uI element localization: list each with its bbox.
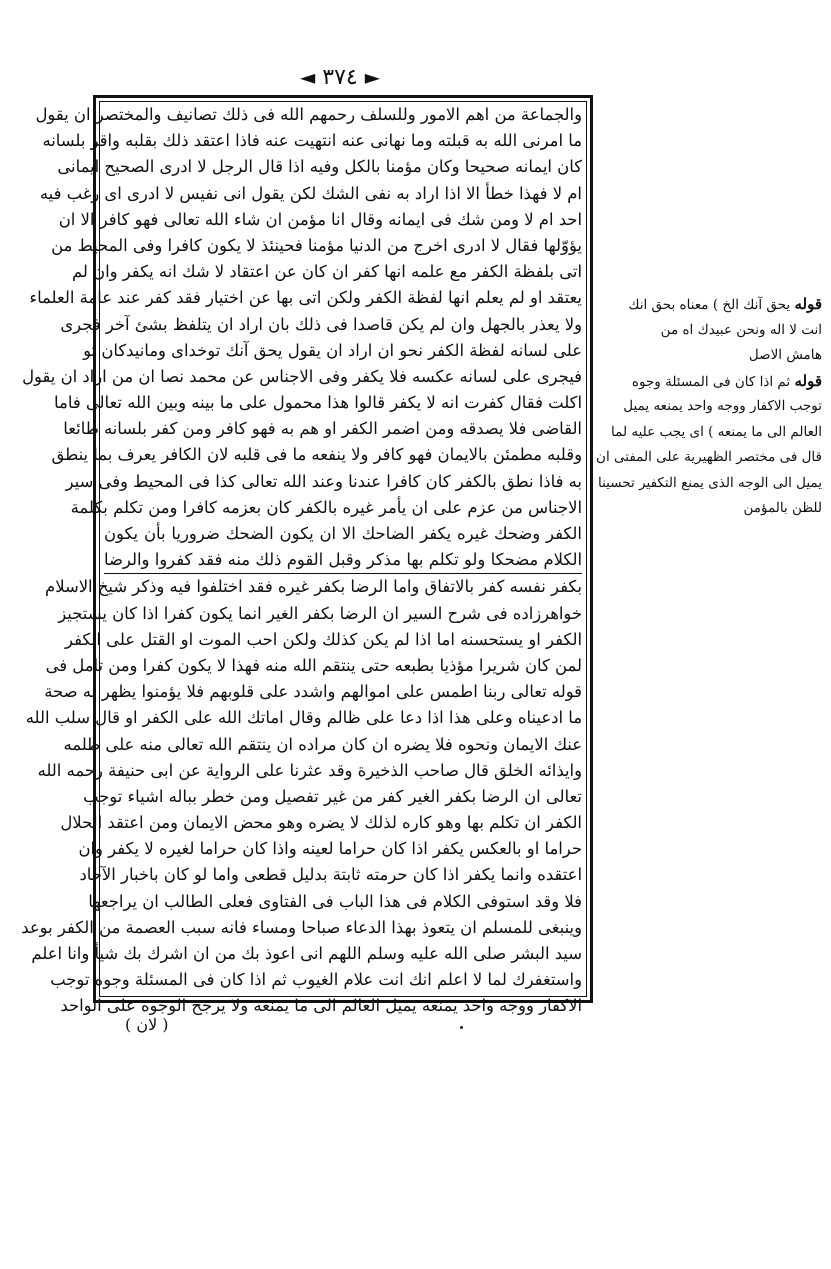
margin-note-1-text: يحق آنك الخ ) معناه بحق انك [628,297,795,313]
text-line: اعتقده وانما يكفر اذا كان حرمته ثابتة بدليل قطعى واما لو كان باخبار الآحاد [79,865,582,885]
left-ornament-icon: ◄ [299,65,316,89]
text-line: خواهرزاده فى شرح السير ان الرضا بكفر الغير انما يكون كفرا اذا كان يستجيز [58,603,582,623]
text-line: قوله تعالى ربنا اطمس على اموالهم واشدد على قلوبهم فلا يؤمنوا يظهر له صحة [44,682,582,702]
text-line: ام لا فهذا خطأ الا اذا اراد به نفى الشك لكن يقول انى نفيس لا ادرى اى رغب فيه [39,183,582,203]
margin-note-2-line-3: العالم الى ما يمنعه ) اى يجب عليه لما [611,423,822,440]
margin-notes [596,292,822,522]
text-line: على لسانه لفظة الكفر نحو ان اراد ان يقول يحق آنك توخداى ومانيدكان تو [83,340,582,360]
text-line: الكفر او يستحسنه اما اذا لم يكن كذلك ولكن احب الموت او القتل على الكفر [65,629,582,649]
margin-note-2-keyword: قوله [794,371,822,390]
catchword: ( لان ) [125,1015,169,1034]
text-line: عنك الايمان ونحوه فلا يضره ان كان مراده ان ينتقم الله تعالى منه على ظلمه [63,734,582,754]
text-line: يعتقد او لم يعلم انها لفظة الكفر ولكن اتى بها عن اختيار فقد كفر عند عامة العلماء [29,288,582,308]
text-line: الكلام مضحكا ولو تكلم بها مذكر وقبل القوم ذلك منه فقد كفروا والرضا [104,547,582,574]
text-line: الكفر ان تكلم بها وهو كاره لذلك لا يضره وهو محض الايمان ومن اعتقد الحلال [60,813,582,833]
margin-note-1-line-3: هامش الاصل [748,347,822,363]
margin-note-2-line-2: توجب الاكفار ووجه واحد يمنعه يميل [623,398,822,414]
margin-note-1-keyword: قوله [794,295,822,313]
text-line: اكلت فقال كفرت انه لا يكفر قالوا هذا محمول على ما بينه وبين الله تعالى فاما [54,393,582,413]
text-line: ما ادعيناه وعلى هذا اذا دعا على ظالم وقال اماتك الله على الكفر او قال سلب الله [25,708,582,728]
margin-note-2-text: ثم اذا كان فى المسئلة وجوه [631,373,795,390]
page-number [285,60,395,94]
margin-note-1-line-1 [600,292,822,318]
page-number-value: ٣٧٤ [322,65,358,90]
text-line: سيد البشر صلى الله عليه وسلم اللهم انى اعوذ بك من ان اشرك بك شيأ وانا اعلم [31,944,582,963]
margin-note-2-line-4: قال فى مختصر الظهيرية على المفتى ان [596,449,822,465]
text-line: وينبغى للمسلم ان يتعوذ بهذا الدعاء صباحا ومساء فانه سبب العصمة من الكفر بوعد [21,917,582,937]
text-line: به فاذا نطق بالكفر كان كافرا عندنا وعند الله تعالى كذا فى المحيط وفى سير [65,471,582,491]
text-line: يؤوّلها فقال لا ادرى اخرج من الدنيا مؤمنا فحينئذ لا يكون كافرا وفى المحيط من [51,235,582,255]
text-line: حراما او بالعكس يكفر اذا كان حراما لعينه واذا كان حراما لغيره لا يكفر وان [78,839,582,859]
text-line: فلا وقد استوفى الكلام فى هذا الباب فى الفتاوى فعلى الطالب ان يراجعها [88,891,582,911]
text-line: بكفر نفسه كفر بالاتفاق واما الرضا بكفر غيره فقد اختلفوا فيه وذكر شيخ الاسلام [45,577,582,597]
text-line: وقلبه مطمئن بالايمان فهو كافر ولا ينفعه ما فى قلبه لان الكافر يعرف بما ينطق [51,445,582,465]
margin-note-2-line-1 [600,369,822,395]
margin-note-2-line-5: يميل الى الوجه الذى يمنع التكفير تحسينا [597,474,822,491]
text-line: والجماعة من اهم الامور وللسلف رحمهم الله فى ذلك تصانيف والمختصر ان يقول [35,105,582,124]
ink-dot [460,1026,463,1029]
text-line: كان ايمانه صحيحا وكان مؤمنا بالكل وفيه اذا قال الرجل لا ادرى الصحيح ايمانى [57,157,582,177]
margin-note-2-line-6: للظن بالمؤمن [743,500,822,516]
text-line: ولا يعذر بالجهل وان لم يكن قاصدا فى ذلك بان اراد ان يتلفظ بشئ آخر فجرى [60,314,582,334]
margin-note-1-line-2: انت لا اله ونحن عبيدك اه من [660,321,822,338]
text-line: فيجرى على لسانه عكسه فلا يكفر وفى الاجناس عن محمد نصا ان من اراد ان يقول [22,366,582,386]
text-line: ما امرنى الله به قبلته وما نهانى عنه انتهيت عنه فاذا اعتقد ذلك بقلبه واقر بلسانه [42,131,582,151]
text-line: الاجناس من عزم على ان يأمر غيره بالكفر كان بعزمه كافرا ومن تكلم بكلمة [70,497,582,517]
right-ornament-icon: ► [364,65,381,89]
text-line: وايذائه الخلق قال صاحب الذخيرة وقد عثرنا على الرواية عن ابى حنيفة رحمه الله [37,760,582,780]
text-line: القاضى فلا يصدقه ومن اضمر الكفر او هم به فهو كافر ومن كفر بلسانه طائعا [63,419,582,439]
text-line: الكفر وضحك غيره يكفر الضاحك الا ان يكون الضحك ضروريا بأن يكون [104,524,582,543]
text-line: واستغفرك لما لا اعلم انك انت علام الغيوب ثم اذا كان فى المسئلة وجوه توجب [50,970,582,990]
text-line: لمن كان شريرا مؤذيا بطبعه حتى ينتقم الله منه فهذا لا يكون كفرا ومن تامل فى [45,655,582,675]
text-line: الاكفار ووجه واحد يمنعه يميل العالم الى ما يمنعه ولا يرجح الوجوه على الواحد [60,996,582,1016]
text-line: احد ام لا ومن شك فى ايمانه وقال انا مؤمن ان شاء الله تعالى فهو كافر الا ان [58,209,582,229]
text-line: اتى بلفظة الكفر مع علمه انها كفر ان كان عن اعتقاد لا شك انه يكفر وان لم [71,262,582,282]
text-line: تعالى ان الرضا بكفر الغير كفر من غير تفصيل ومن خطر بباله اشياء توجب [83,786,582,806]
main-text-block [21,102,582,1016]
